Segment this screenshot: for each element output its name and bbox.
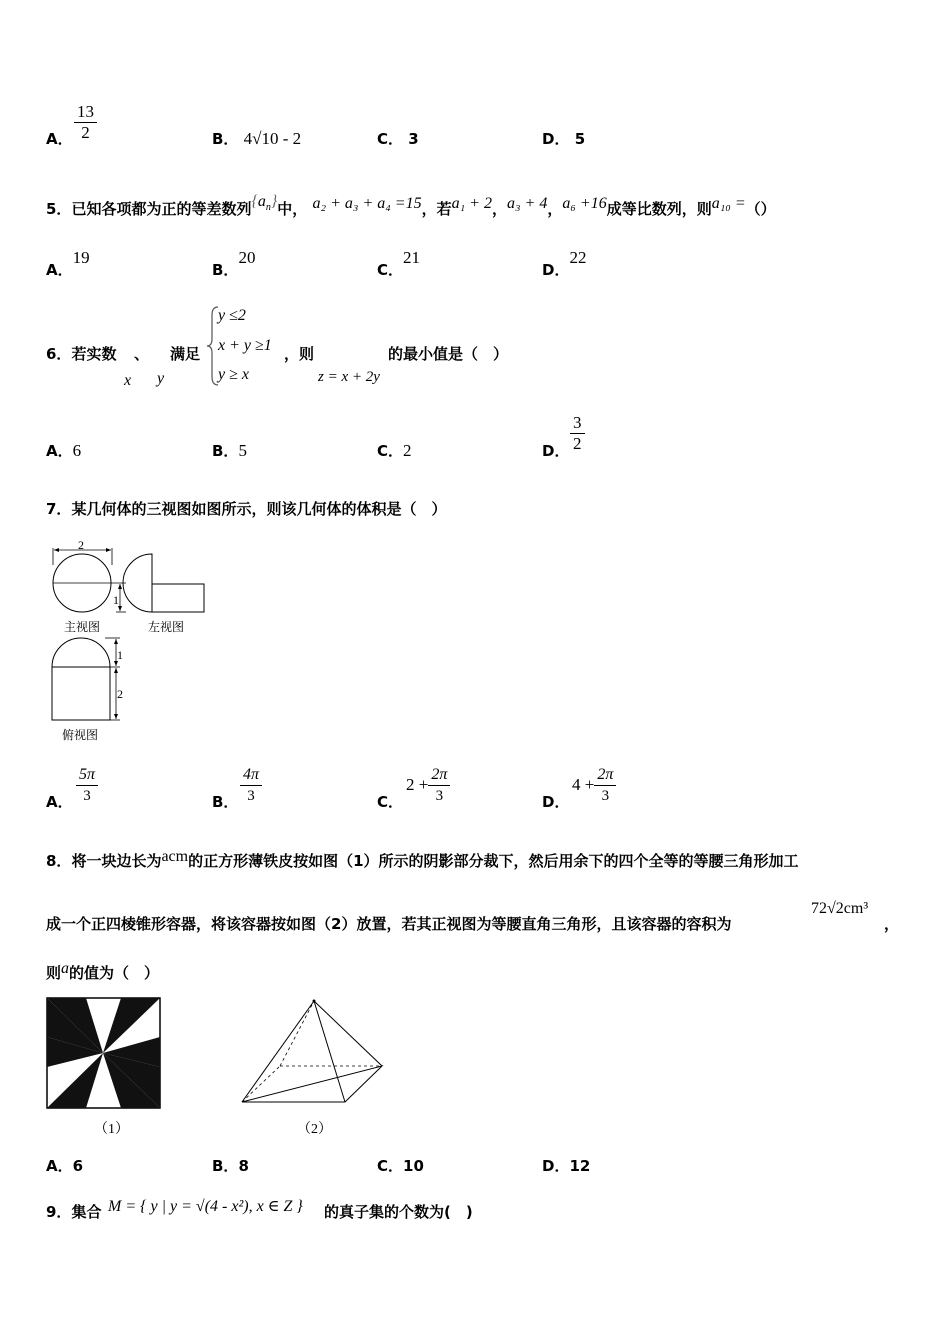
variable-a: a [61, 960, 70, 977]
front-view-label: 主视图 [64, 620, 101, 634]
set-expression: M = { y | y = √(4 - x²), x ∈ Z } [108, 1198, 303, 1215]
q4-option-a-value [74, 102, 97, 143]
option-label: B． [212, 261, 239, 279]
q8-option-b [212, 1155, 249, 1176]
question-text: 将一块边长为 [71, 852, 162, 870]
option-value: 19 [72, 248, 90, 267]
question-number: 9． [46, 1203, 72, 1221]
question-text: 的真子集的个数为( ) [324, 1203, 473, 1221]
side-length-expression: acm [161, 848, 189, 865]
q7-option-d-label: D． [542, 793, 570, 811]
fraction-numerator: 4π [240, 765, 262, 786]
fraction-numerator: 2π [428, 765, 450, 786]
option-value: 10 [403, 1157, 424, 1175]
variable-y: y [157, 370, 165, 387]
fraction-numerator: 2π [594, 765, 616, 786]
question-7 [46, 498, 446, 519]
sum-expression: a₂ + a₃ + a₄ =15 [312, 195, 422, 212]
option-prefix: 4 + [572, 775, 595, 794]
question-text: 集合 [71, 1203, 102, 1221]
constraint-3: y ≥ x [218, 366, 249, 383]
q8-option-c [377, 1155, 424, 1176]
question-number: 7． [46, 500, 72, 518]
term-2: a₃ + 4 [506, 195, 548, 212]
option-label: B． [212, 1157, 239, 1175]
question-text: 成一个正四棱锥形容器，将该容器按如图（2）放置，若其正视图为等腰直角三角形，且该容器的容积为 [46, 915, 732, 933]
question-number: 5． [46, 200, 72, 218]
question-8-line-1 [46, 850, 799, 871]
answer-parens: （） [745, 200, 776, 218]
question-number: 6． [46, 345, 72, 363]
pyramid-figure [236, 997, 388, 1107]
figure-1-caption: （1） [94, 1122, 129, 1137]
question-text: 的正方形薄铁皮按如图（1）所示的阴影部分裁下，然后用余下的四个全等的等腰三角形加工 [188, 852, 799, 870]
q7-option-a-label: A． [46, 793, 73, 811]
variable-x: x [124, 372, 132, 389]
q4-option-c [377, 128, 419, 149]
option-value: 5 [238, 441, 247, 460]
q5-option-b [212, 248, 256, 280]
dimension-width: 2 [78, 538, 84, 552]
separator: ， [547, 200, 563, 218]
option-label: C． [377, 1157, 404, 1175]
punctuation: ， [884, 915, 900, 933]
question-text: 已知各项都为正的等差数列 [71, 200, 252, 218]
option-value: 2 [403, 441, 412, 460]
option-label: A． [46, 1157, 73, 1175]
volume-expression: 72√2cm³ [811, 900, 869, 917]
separator: ， [491, 200, 507, 218]
dimension-top-semi: 1 [117, 648, 123, 662]
dimension-top-rect: 2 [117, 687, 123, 701]
option-value: 6 [72, 1157, 84, 1175]
q7-option-b-value [240, 765, 262, 806]
option-label: A． [46, 442, 73, 460]
fraction-numerator: 3 [570, 413, 585, 434]
fraction-numerator: 5π [76, 765, 98, 786]
q4-option-b [212, 128, 301, 149]
question-text: 则 [46, 964, 62, 982]
q5-option-d [542, 248, 587, 280]
fraction-denominator: 2 [573, 434, 582, 453]
q7-option-c-label: C． [377, 793, 404, 811]
question-text: 某几何体的三视图如图所示，则该几何体的体积是（ ） [71, 500, 447, 518]
option-label: C． [377, 261, 404, 279]
q4-option-a [46, 128, 73, 149]
separator: 、 [134, 345, 150, 363]
q6-option-d-value [570, 413, 585, 454]
fraction-denominator: 3 [601, 788, 610, 804]
target-term: a₁₀ = [711, 195, 746, 212]
term-3: a₆ +16 [562, 195, 607, 212]
question-8-line-3 [46, 962, 159, 983]
q6-option-b [212, 440, 247, 461]
left-view [123, 554, 204, 612]
fraction-numerator: 13 [74, 102, 97, 123]
figure-2-caption: （2） [297, 1122, 332, 1137]
option-label: A． [46, 261, 73, 279]
question-text: 的值为（ ） [69, 964, 160, 982]
option-value: 4√10 - 2 [243, 129, 302, 148]
question-text: ，若 [421, 200, 452, 218]
objective-expression: z = x + 2y [318, 369, 380, 385]
top-view [52, 638, 120, 720]
q6-option-d-label [542, 440, 569, 461]
question-8-line-2 [46, 913, 731, 934]
q5-option-a [46, 248, 90, 280]
question-number: 8． [46, 852, 72, 870]
option-value: 5 [574, 130, 586, 148]
option-value: 6 [72, 441, 82, 460]
top-view-label: 俯视图 [62, 728, 99, 742]
term-1: a₁ + 2 [451, 195, 492, 212]
option-value: 21 [403, 248, 421, 267]
option-label: D． [542, 130, 570, 148]
option-label: B． [212, 130, 239, 148]
dimension-front-height: 1 [113, 593, 119, 607]
option-prefix: 2 + [406, 775, 429, 794]
question-6 [46, 343, 116, 364]
three-view-figure [40, 535, 230, 750]
option-value: 8 [238, 1157, 249, 1175]
constraint-1: y ≤2 [218, 307, 246, 324]
question-5: 5．已知各项都为正的等差数列$\{a_n\}$中， a₂ + a₃ + a₄ =15，若a₁ + 2，a₃ + 4，a₆ +16成等比数列，则a₁₀ =（） [46, 193, 776, 218]
q6-option-c [377, 440, 412, 461]
fraction-denominator: 2 [81, 123, 90, 142]
question-9 [46, 1201, 101, 1222]
q8-option-d [542, 1155, 590, 1176]
option-value: 22 [569, 248, 587, 267]
question-text: 中， [277, 200, 308, 218]
q7-option-b-label: B． [212, 793, 239, 811]
q6-option-a [46, 440, 81, 461]
option-value: 20 [238, 248, 256, 267]
sequence-symbol: a [257, 193, 266, 210]
left-view-label: 左视图 [148, 620, 185, 634]
square-cut-figure [46, 997, 162, 1110]
sequence-subscript: n [265, 202, 271, 213]
option-label: C． [377, 442, 404, 460]
question-text: 若实数 [71, 345, 117, 363]
q8-option-a [46, 1155, 83, 1176]
option-label: D． [542, 261, 570, 279]
question-text: 满足 [170, 345, 201, 363]
fraction-denominator: 3 [435, 788, 444, 804]
constraint-2: x + y ≥1 [218, 337, 272, 354]
q7-option-a-value [76, 765, 98, 806]
option-label: D． [542, 442, 570, 460]
q7-option-d-value [572, 765, 616, 806]
question-text: 成等比数列，则 [606, 200, 712, 218]
fraction-denominator: 3 [83, 788, 91, 804]
question-text: ，则 [284, 345, 315, 363]
q5-option-c [377, 248, 421, 280]
q4-option-d [542, 128, 585, 149]
option-label: C． [377, 130, 404, 148]
q7-option-c-value [406, 765, 450, 806]
question-text: 的最小值是（ ） [388, 345, 509, 363]
option-label: B． [212, 442, 239, 460]
option-value: 12 [569, 1157, 591, 1175]
option-label: A． [46, 130, 73, 148]
fraction-denominator: 3 [247, 788, 255, 804]
option-label: D． [542, 1157, 570, 1175]
option-value: 3 [408, 130, 419, 148]
